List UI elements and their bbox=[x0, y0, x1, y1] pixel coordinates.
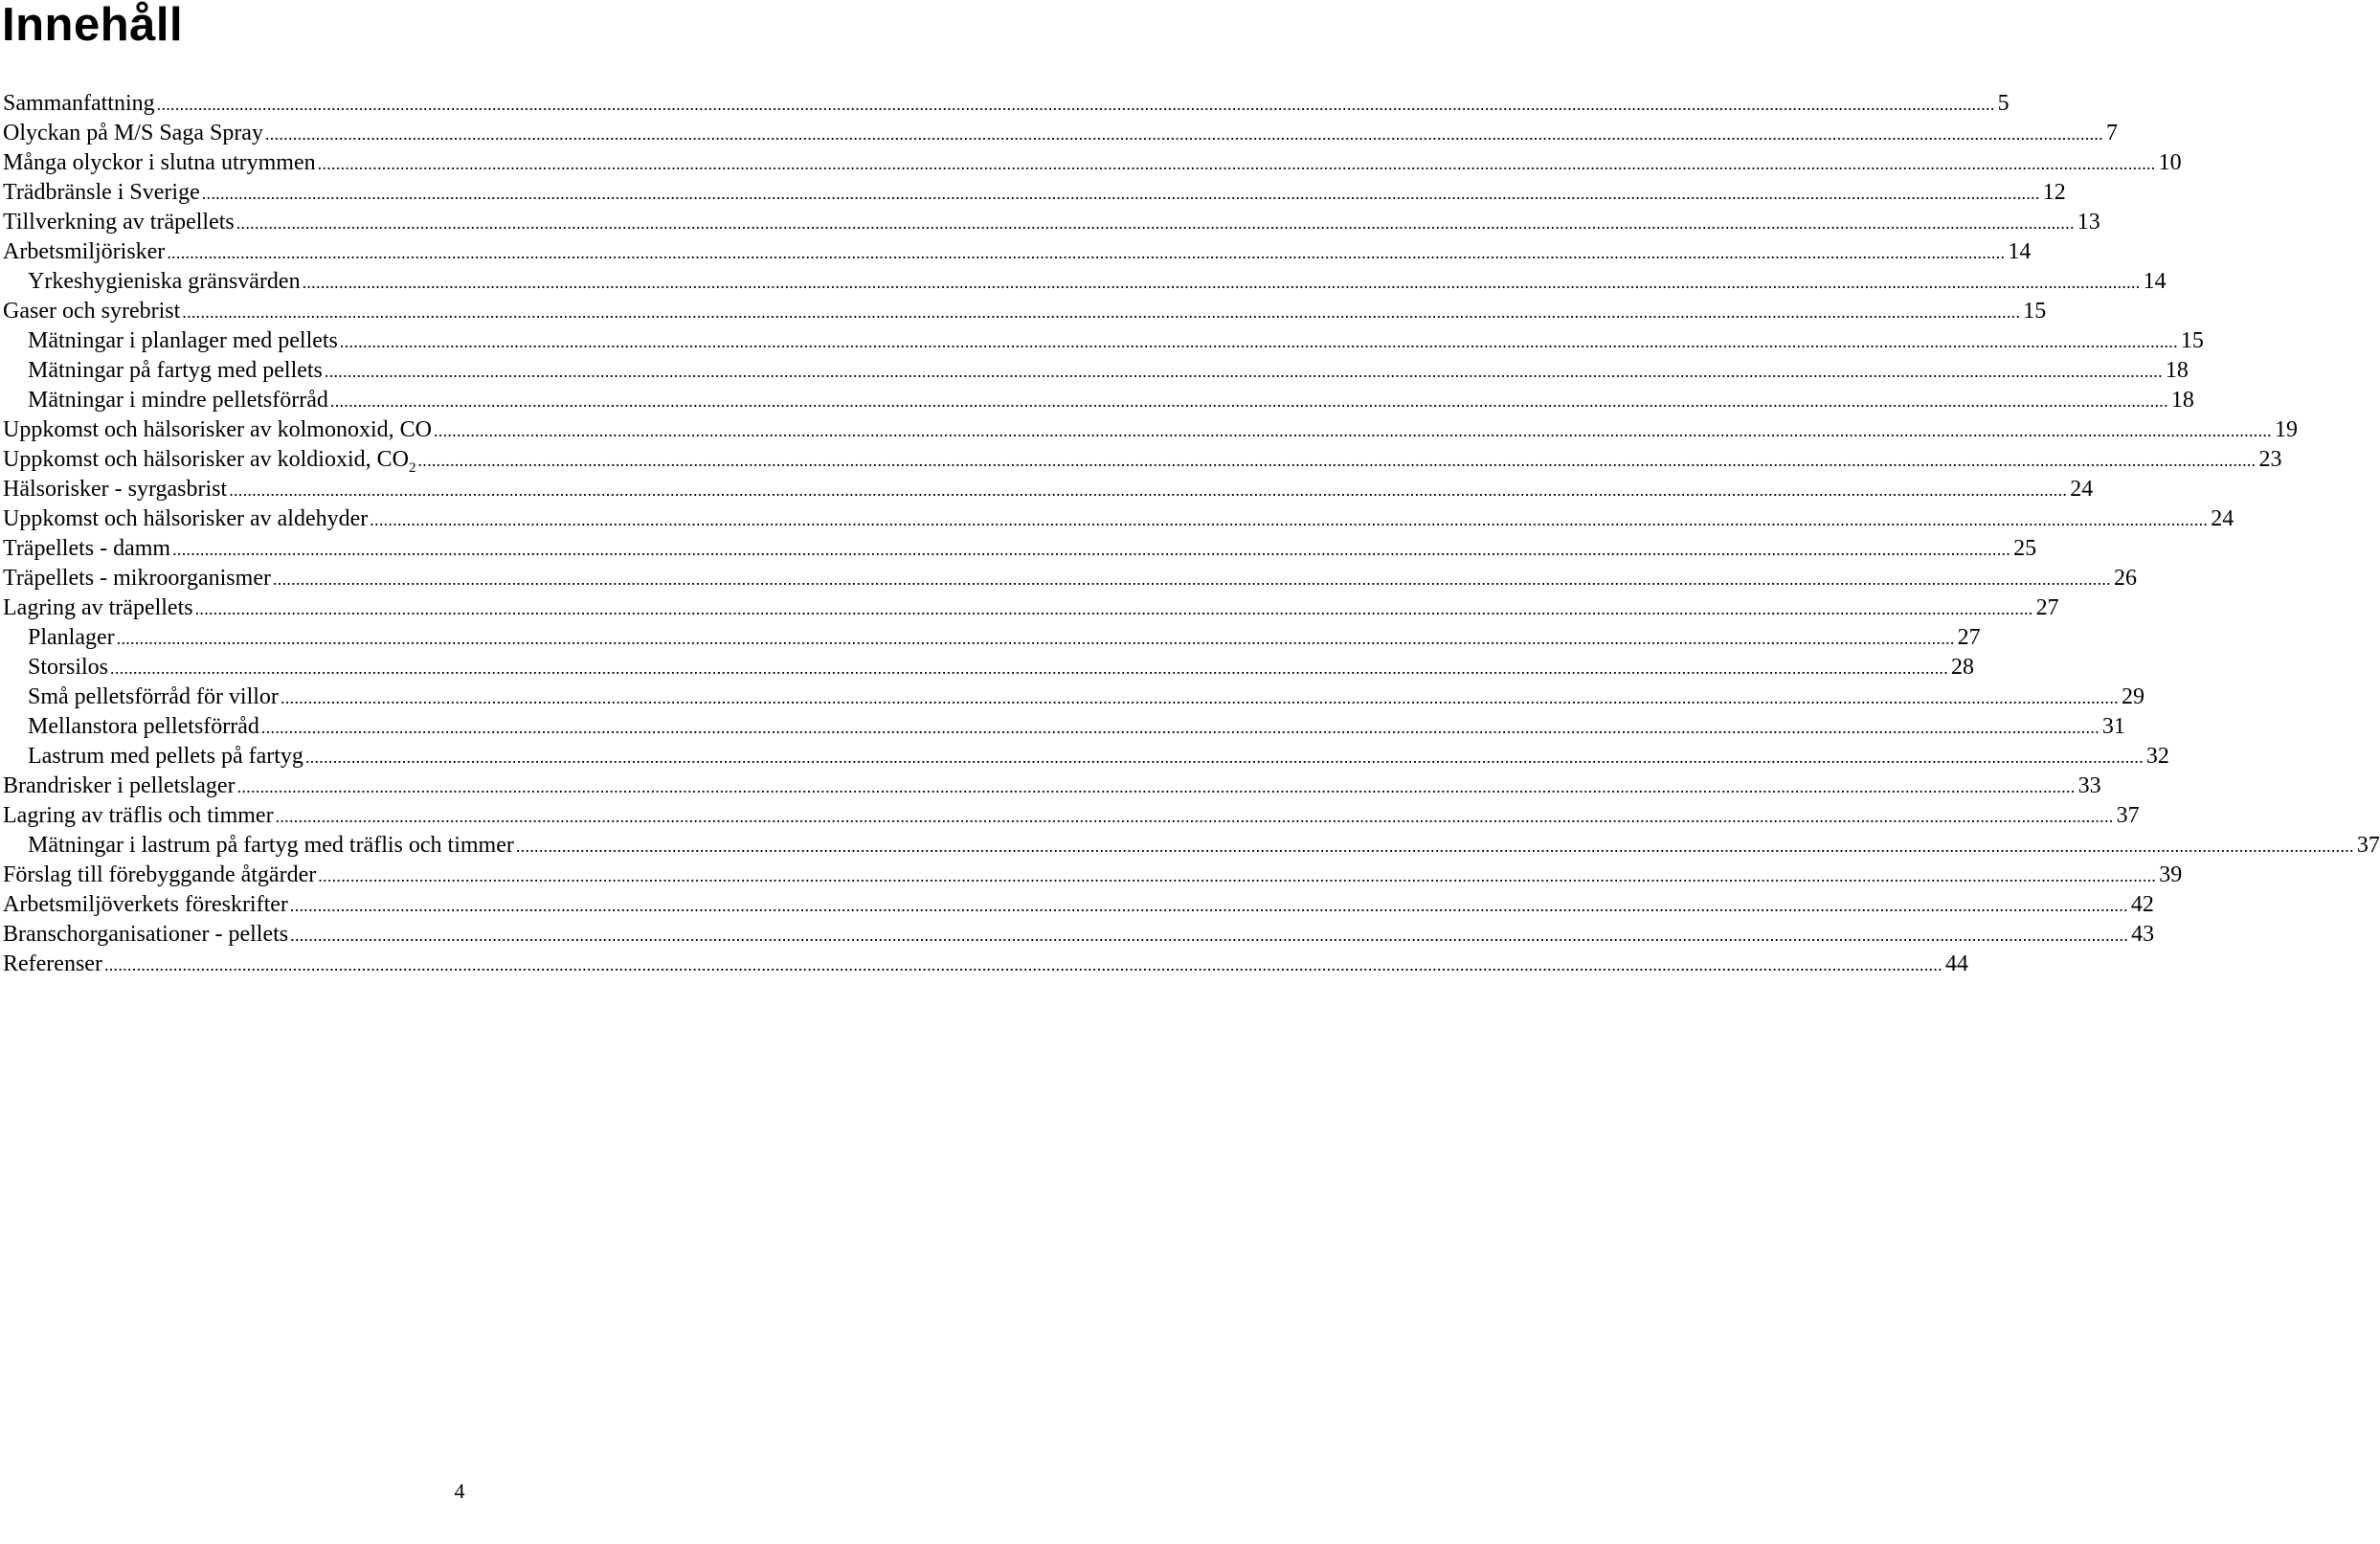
toc-entry-title: Mätningar i planlager med pellets bbox=[28, 328, 338, 353]
toc-dot-leader: ................................................................................................................................................................................................................................................................................................................................................................................................................ bbox=[324, 362, 2163, 381]
toc-entry-page-number: 27 bbox=[1957, 625, 1981, 650]
toc-entry[interactable] bbox=[3, 356, 2189, 386]
toc-entry-page-number: 24 bbox=[2211, 506, 2234, 531]
toc-entry-title: Många olyckor i slutna utrymmen bbox=[3, 150, 316, 175]
toc-entry-page-number: 7 bbox=[2105, 121, 2118, 145]
toc-dot-leader: ................................................................................................................................................................................................................................................................................................................................................................................................................ bbox=[417, 451, 2257, 470]
toc-entry-title: Uppkomst och hälsorisker av koldioxid, CO bbox=[3, 447, 409, 472]
toc-dot-leader: ................................................................................................................................................................................................................................................................................................................................................................................................................ bbox=[339, 332, 2178, 351]
toc-entry-page-number: 25 bbox=[2013, 536, 2037, 561]
toc-dot-leader: ................................................................................................................................................................................................................................................................................................................................................................................................................ bbox=[433, 421, 2272, 440]
toc-entry[interactable] bbox=[3, 178, 2066, 208]
toc-entry-title: Träpellets - mikroorganismer bbox=[3, 566, 271, 591]
page-number: 4 bbox=[454, 1479, 465, 1503]
toc-entry[interactable] bbox=[3, 504, 2234, 534]
page-title: Innehåll bbox=[2, 0, 184, 51]
toc-entry[interactable] bbox=[3, 475, 2094, 504]
toc-entry-title: Uppkomst och hälsorisker av kolmonoxid, CO bbox=[3, 417, 432, 442]
toc-dot-leader: ................................................................................................................................................................................................................................................................................................................................................................................................................ bbox=[329, 392, 2168, 411]
toc-entry-title: Mätningar i mindre pelletsförråd bbox=[28, 388, 328, 413]
toc-entry-page-number: 15 bbox=[2180, 328, 2204, 353]
toc-entry-page-number: 12 bbox=[2042, 180, 2066, 205]
toc-entry-page-number: 26 bbox=[2113, 566, 2137, 591]
toc-entry-title: Sammanfattning bbox=[3, 91, 155, 116]
toc-entry[interactable] bbox=[3, 801, 2140, 831]
toc-dot-leader: ................................................................................................................................................................................................................................................................................................................................................................................................................ bbox=[236, 777, 2076, 796]
toc-entry-page-number: 14 bbox=[2008, 239, 2032, 264]
toc-entry-page-number: 31 bbox=[2101, 714, 2125, 739]
toc-dot-leader: ................................................................................................................................................................................................................................................................................................................................................................................................................ bbox=[275, 807, 2114, 826]
toc-entry-page-number: 27 bbox=[2035, 595, 2059, 620]
toc-dot-leader: ................................................................................................................................................................................................................................................................................................................................................................................................................ bbox=[201, 184, 2040, 203]
toc-entry-title: Lagring av träflis och timmer bbox=[3, 803, 274, 828]
toc-dot-leader: ................................................................................................................................................................................................................................................................................................................................................................................................................ bbox=[172, 540, 2011, 559]
toc-dot-leader: ................................................................................................................................................................................................................................................................................................................................................................................................................ bbox=[194, 599, 2033, 618]
toc-dot-leader: ................................................................................................................................................................................................................................................................................................................................................................................................................ bbox=[289, 896, 2128, 915]
toc-entry[interactable] bbox=[3, 386, 2194, 415]
toc-dot-leader: ................................................................................................................................................................................................................................................................................................................................................................................................................ bbox=[304, 748, 2144, 767]
toc-entry-title: Lastrum med pellets på fartyg bbox=[28, 744, 303, 769]
toc-entry[interactable] bbox=[3, 237, 2032, 267]
toc-entry-title: Arbetsmiljöverkets föreskrifter bbox=[3, 892, 288, 917]
toc-entry-page-number: 32 bbox=[2145, 744, 2169, 769]
toc-entry[interactable] bbox=[3, 831, 2380, 861]
table-of-contents bbox=[3, 89, 2380, 979]
toc-entry-page-number: 19 bbox=[2274, 417, 2298, 442]
toc-entry[interactable] bbox=[3, 861, 2183, 890]
toc-dot-leader: ................................................................................................................................................................................................................................................................................................................................................................................................................ bbox=[156, 95, 1995, 114]
toc-entry[interactable] bbox=[3, 950, 1968, 979]
toc-dot-leader: ................................................................................................................................................................................................................................................................................................................................................................................................................ bbox=[182, 302, 2021, 322]
toc-entry-page-number: 43 bbox=[2131, 922, 2155, 947]
toc-entry-title: Arbetsmiljörisker bbox=[3, 239, 166, 264]
toc-entry[interactable] bbox=[3, 920, 2155, 950]
toc-entry-title: Olyckan på M/S Saga Spray bbox=[3, 121, 263, 145]
toc-dot-leader: ................................................................................................................................................................................................................................................................................................................................................................................................................ bbox=[260, 718, 2099, 737]
toc-dot-leader: ................................................................................................................................................................................................................................................................................................................................................................................................................ bbox=[290, 926, 2129, 945]
toc-entry-page-number: 23 bbox=[2258, 447, 2282, 472]
toc-dot-leader: ................................................................................................................................................................................................................................................................................................................................................................................................................ bbox=[264, 124, 2103, 144]
toc-entry-title: Storsilos bbox=[28, 655, 109, 680]
toc-entry[interactable] bbox=[3, 712, 2125, 742]
toc-entry-title: Mätningar i lastrum på fartyg med träflis och timmer bbox=[28, 833, 514, 858]
toc-entry-title: Gaser och syrebrist bbox=[3, 299, 181, 324]
toc-entry-title: Referenser bbox=[3, 951, 102, 976]
toc-entry-page-number: 39 bbox=[2159, 862, 2183, 887]
toc-entry-page-number: 28 bbox=[1951, 655, 1975, 680]
toc-entry[interactable] bbox=[3, 534, 2037, 564]
toc-entry[interactable] bbox=[3, 593, 2059, 623]
toc-entry-page-number: 44 bbox=[1944, 951, 1968, 976]
toc-dot-leader: ................................................................................................................................................................................................................................................................................................................................................................................................................ bbox=[317, 154, 2156, 173]
toc-dot-leader: ................................................................................................................................................................................................................................................................................................................................................................................................................ bbox=[103, 955, 1942, 974]
toc-entry[interactable] bbox=[3, 148, 2182, 178]
toc-entry-title: Förslag till förebyggande åtgärder bbox=[3, 862, 317, 887]
toc-entry-title: Brandrisker i pelletslager bbox=[3, 773, 236, 798]
toc-entry-page-number: 5 bbox=[1997, 91, 2010, 116]
toc-entry-title: Träpellets - damm bbox=[3, 536, 171, 561]
toc-dot-leader: ................................................................................................................................................................................................................................................................................................................................................................................................................ bbox=[229, 481, 2068, 500]
toc-entry-page-number: 18 bbox=[2165, 358, 2189, 383]
toc-entry-title: Mätningar på fartyg med pellets bbox=[28, 358, 323, 383]
toc-entry[interactable] bbox=[3, 682, 2144, 712]
toc-dot-leader: ................................................................................................................................................................................................................................................................................................................................................................................................................ bbox=[515, 837, 2354, 856]
toc-entry-title: Uppkomst och hälsorisker av aldehyder bbox=[3, 506, 369, 531]
toc-dot-leader: ................................................................................................................................................................................................................................................................................................................................................................................................................ bbox=[167, 243, 2006, 262]
toc-entry-page-number: 18 bbox=[2170, 388, 2194, 413]
toc-entry-title: Lagring av träpellets bbox=[3, 595, 193, 620]
toc-entry[interactable] bbox=[3, 890, 2154, 920]
toc-entry[interactable] bbox=[3, 326, 2204, 356]
toc-dot-leader: ................................................................................................................................................................................................................................................................................................................................................................................................................ bbox=[318, 866, 2157, 885]
toc-dot-leader: ................................................................................................................................................................................................................................................................................................................................................................................................................ bbox=[302, 273, 2141, 292]
toc-entry-title: Tillverkning av träpellets bbox=[3, 210, 235, 235]
toc-entry[interactable] bbox=[3, 623, 1981, 653]
toc-dot-leader: ................................................................................................................................................................................................................................................................................................................................................................................................................ bbox=[116, 629, 1955, 648]
toc-entry[interactable] bbox=[3, 772, 2101, 801]
toc-entry-page-number: 14 bbox=[2143, 269, 2167, 294]
toc-entry-page-number: 24 bbox=[2070, 477, 2094, 502]
toc-entry-subscript: 2 bbox=[408, 459, 416, 476]
toc-dot-leader: ................................................................................................................................................................................................................................................................................................................................................................................................................ bbox=[110, 659, 1949, 678]
toc-entry[interactable] bbox=[3, 445, 2282, 476]
toc-entry-title: Yrkeshygieniska gränsvärden bbox=[28, 269, 301, 294]
toc-entry[interactable] bbox=[3, 267, 2167, 297]
toc-entry-title: Planlager bbox=[28, 625, 115, 650]
toc-entry-page-number: 15 bbox=[2023, 299, 2047, 324]
toc-dot-leader: ................................................................................................................................................................................................................................................................................................................................................................................................................ bbox=[280, 688, 2119, 707]
toc-entry-title: Trädbränsle i Sverige bbox=[3, 180, 200, 205]
toc-entry-title: Hälsorisker - syrgasbrist bbox=[3, 477, 228, 502]
toc-dot-leader: ................................................................................................................................................................................................................................................................................................................................................................................................................ bbox=[272, 570, 2111, 589]
toc-entry[interactable] bbox=[3, 564, 2137, 593]
toc-entry[interactable] bbox=[3, 653, 1975, 682]
toc-entry[interactable] bbox=[3, 742, 2169, 772]
toc-dot-leader: ................................................................................................................................................................................................................................................................................................................................................................................................................ bbox=[236, 213, 2075, 233]
toc-entry-title: Mellanstora pelletsförråd bbox=[28, 714, 259, 739]
toc-entry-page-number: 10 bbox=[2158, 150, 2182, 175]
toc-entry[interactable] bbox=[3, 89, 2010, 119]
toc-entry-page-number: 37 bbox=[2116, 803, 2140, 828]
toc-entry[interactable] bbox=[3, 415, 2298, 445]
toc-entry[interactable] bbox=[3, 208, 2100, 237]
toc-entry-page-number: 37 bbox=[2356, 833, 2380, 858]
toc-entry-page-number: 42 bbox=[2130, 892, 2154, 917]
toc-dot-leader: ................................................................................................................................................................................................................................................................................................................................................................................................................ bbox=[370, 510, 2209, 529]
toc-entry[interactable] bbox=[3, 297, 2047, 326]
toc-entry-page-number: 13 bbox=[2077, 210, 2100, 235]
toc-entry-title: Små pelletsförråd för villor bbox=[28, 684, 279, 709]
toc-entry-page-number: 33 bbox=[2077, 773, 2101, 798]
toc-entry-title: Branschorganisationer - pellets bbox=[3, 922, 289, 947]
toc-entry[interactable] bbox=[3, 119, 2118, 148]
toc-entry-page-number: 29 bbox=[2121, 684, 2144, 709]
